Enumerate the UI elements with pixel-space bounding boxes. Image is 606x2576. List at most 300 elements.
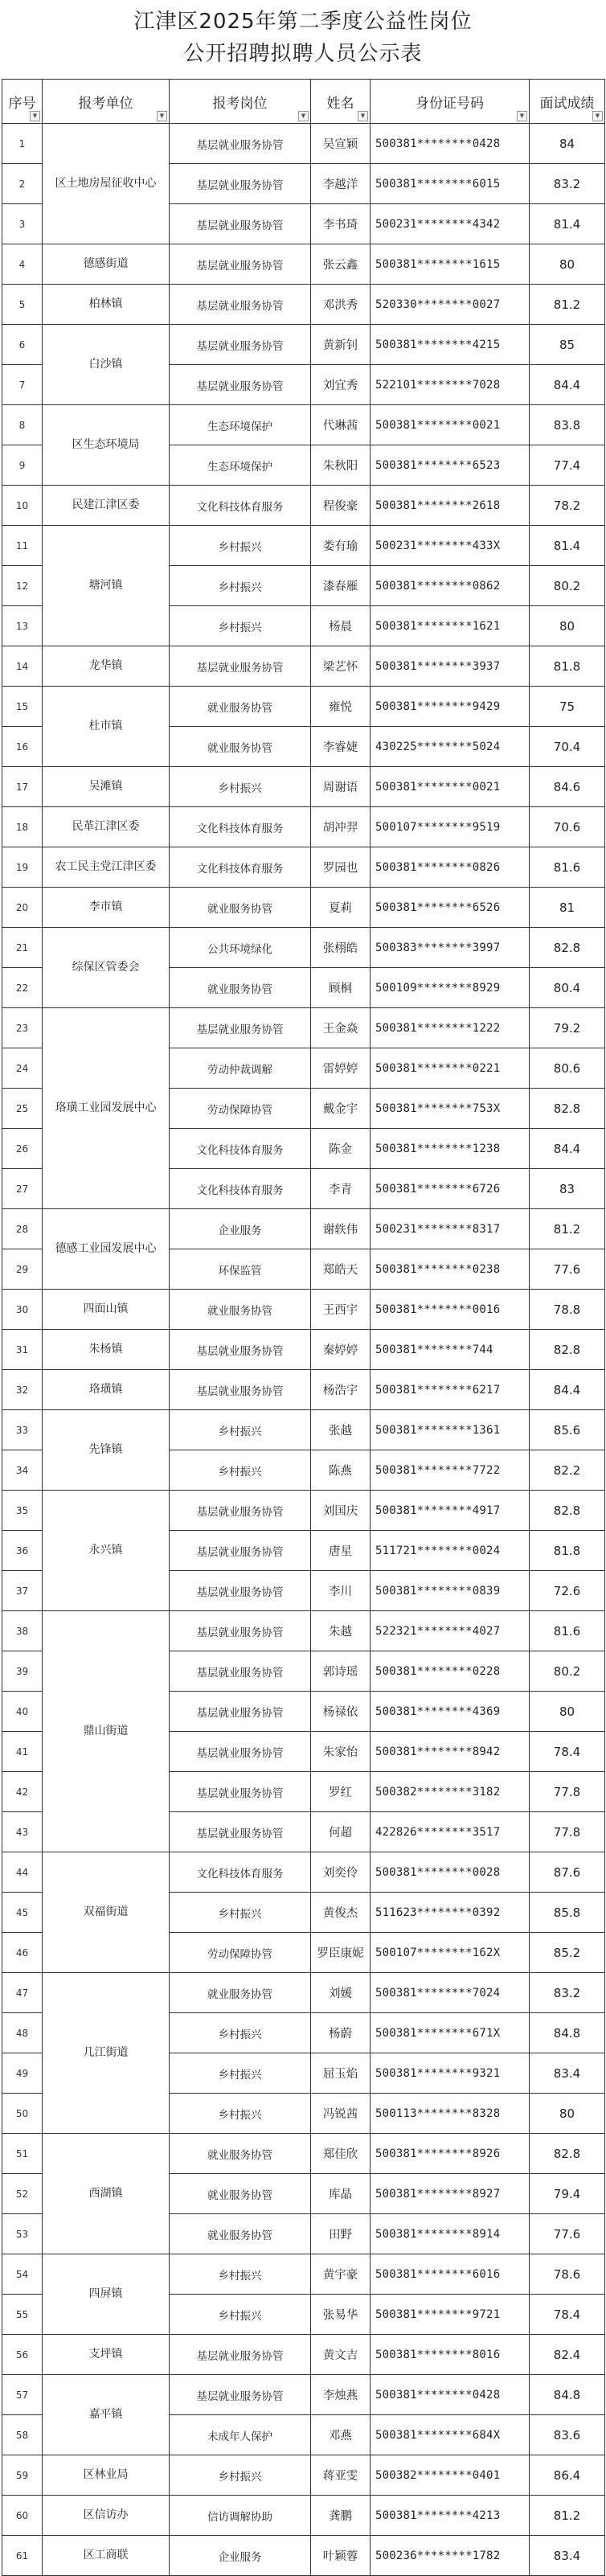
cell-unit: 龙华镇 [43, 646, 170, 687]
cell-score: 82.8 [530, 2134, 605, 2174]
table-row [2, 1611, 605, 1651]
cell-id-number: 500381********6726 [371, 1169, 530, 1209]
cell-name: 郭诗瑶 [311, 1651, 371, 1692]
cell-id-number: 500381********0221 [371, 1048, 530, 1089]
filter-dropdown-icon[interactable]: ▼ [298, 111, 309, 121]
cell-seq: 40 [2, 1692, 43, 1732]
cell-name: 朱家怡 [311, 1732, 371, 1772]
cell-name: 娄有瑜 [311, 526, 371, 566]
cell-unit: 区林业局 [43, 2455, 170, 2496]
cell-seq: 44 [2, 1852, 43, 1893]
cell-id-number: 500381********9429 [371, 687, 530, 727]
cell-seq: 13 [2, 606, 43, 646]
cell-post: 环保监管 [170, 1249, 311, 1290]
cell-id-number: 500381********4369 [371, 1692, 530, 1732]
cell-id-number: 500231********8317 [371, 1209, 530, 1249]
table-row [2, 2254, 605, 2295]
cell-id-number: 500381********6526 [371, 888, 530, 928]
cell-post: 基层就业服务协管 [170, 1008, 311, 1048]
cell-name: 王西宇 [311, 1290, 371, 1330]
cell-score: 83.4 [530, 2053, 605, 2094]
cell-score: 80 [530, 1692, 605, 1732]
cell-name: 杨禄依 [311, 1692, 371, 1732]
cell-post: 基层就业服务协管 [170, 1491, 311, 1531]
cell-seq: 48 [2, 2013, 43, 2053]
cell-name: 叶颖蓉 [311, 2536, 371, 2576]
cell-seq: 36 [2, 1531, 43, 1571]
cell-unit: 四面山镇 [43, 1290, 170, 1330]
header-post [170, 80, 311, 124]
cell-name: 王金焱 [311, 1008, 371, 1048]
cell-name: 张易华 [311, 2295, 371, 2335]
cell-name: 雷婷婷 [311, 1048, 371, 1089]
cell-post: 就业服务协管 [170, 888, 311, 928]
cell-seq: 31 [2, 1330, 43, 1370]
cell-post: 基层就业服务协管 [170, 1571, 311, 1611]
cell-id-number: 500381********4215 [371, 325, 530, 365]
cell-seq: 4 [2, 244, 43, 285]
cell-post: 就业服务协管 [170, 687, 311, 727]
cell-id-number: 500381********8016 [371, 2335, 530, 2375]
cell-score: 81.2 [530, 285, 605, 325]
cell-id-number: 500381********8914 [371, 2214, 530, 2254]
cell-score: 81.6 [530, 847, 605, 888]
cell-id-number: 500381********0228 [371, 1651, 530, 1692]
cell-score: 87.6 [530, 1852, 605, 1893]
cell-name: 屈玉焰 [311, 2053, 371, 2094]
cell-seq: 50 [2, 2094, 43, 2134]
cell-seq: 58 [2, 2415, 43, 2455]
cell-score: 82.4 [530, 2335, 605, 2375]
header-seq [2, 80, 43, 124]
cell-seq: 61 [2, 2536, 43, 2576]
cell-seq: 55 [2, 2295, 43, 2335]
cell-seq: 24 [2, 1048, 43, 1089]
table-row [2, 285, 605, 325]
cell-seq: 54 [2, 2254, 43, 2295]
table-row [2, 325, 605, 365]
cell-seq: 27 [2, 1169, 43, 1209]
cell-seq: 46 [2, 1933, 43, 1973]
cell-score: 80.6 [530, 1048, 605, 1089]
cell-name: 田野 [311, 2214, 371, 2254]
cell-name: 夏莉 [311, 888, 371, 928]
cell-post: 企业服务 [170, 1209, 311, 1249]
cell-id-number: 500107********162X [371, 1933, 530, 1973]
cell-post: 乡村振兴 [170, 2094, 311, 2134]
cell-score: 83.2 [530, 164, 605, 204]
cell-unit: 先锋镇 [43, 1410, 170, 1491]
cell-name: 秦婷婷 [311, 1330, 371, 1370]
cell-post: 基层就业服务协管 [170, 646, 311, 687]
cell-id-number: 500231********433X [371, 526, 530, 566]
cell-score: 77.6 [530, 1249, 605, 1290]
cell-name: 刘奕伶 [311, 1852, 371, 1893]
cell-name: 库晶 [311, 2174, 371, 2214]
cell-score: 77.8 [530, 1812, 605, 1852]
cell-score: 77.8 [530, 1772, 605, 1812]
cell-post: 劳动仲裁调解 [170, 1048, 311, 1089]
cell-seq: 26 [2, 1129, 43, 1169]
header-score-label: 面试成绩 [539, 95, 595, 112]
cell-name: 黄俊杰 [311, 1893, 371, 1933]
cell-post: 未成年人保护 [170, 2415, 311, 2455]
cell-unit: 几江街道 [43, 1973, 170, 2134]
cell-post: 就业服务协管 [170, 2134, 311, 2174]
cell-id-number: 500381********1615 [371, 244, 530, 285]
cell-score: 83.4 [530, 2536, 605, 2576]
cell-post: 基层就业服务协管 [170, 1531, 311, 1571]
table-row [2, 526, 605, 566]
cell-seq: 35 [2, 1491, 43, 1531]
cell-seq: 33 [2, 1410, 43, 1450]
cell-id-number: 500381********4213 [371, 2496, 530, 2536]
cell-score: 83.6 [530, 2415, 605, 2455]
cell-id-number: 500381********3937 [371, 646, 530, 687]
cell-unit: 鼎山街道 [43, 1611, 170, 1852]
table-row [2, 807, 605, 847]
cell-unit: 农工民主党江津区委 [43, 847, 170, 888]
cell-unit: 区信访办 [43, 2496, 170, 2536]
cell-name: 程俊豪 [311, 486, 371, 526]
cell-unit: 支坪镇 [43, 2335, 170, 2375]
cell-score: 80.2 [530, 566, 605, 606]
cell-score: 81 [530, 888, 605, 928]
cell-score: 82.8 [530, 928, 605, 968]
cell-seq: 38 [2, 1611, 43, 1651]
cell-unit: 区生态环境局 [43, 405, 170, 486]
cell-post: 基层就业服务协管 [170, 1651, 311, 1692]
cell-score: 82.8 [530, 1491, 605, 1531]
cell-id-number: 500381********9321 [371, 2053, 530, 2094]
cell-id-number: 500236********1782 [371, 2536, 530, 2576]
cell-post: 生态环境保护 [170, 405, 311, 445]
cell-id-number: 500382********0401 [371, 2455, 530, 2496]
cell-name: 邓洪秀 [311, 285, 371, 325]
table-row [2, 888, 605, 928]
cell-name: 张栩皓 [311, 928, 371, 968]
cell-post: 基层就业服务协管 [170, 2335, 311, 2375]
cell-id-number: 500381********0021 [371, 767, 530, 807]
cell-post: 乡村振兴 [170, 2013, 311, 2053]
table-row [2, 244, 605, 285]
cell-name: 冯锐茜 [311, 2094, 371, 2134]
cell-name: 谢轶伟 [311, 1209, 371, 1249]
cell-post: 就业服务协管 [170, 2174, 311, 2214]
table-row [2, 1491, 605, 1531]
cell-score: 85.2 [530, 1933, 605, 1973]
filter-dropdown-icon[interactable]: ▼ [592, 111, 603, 121]
table-row [2, 1008, 605, 1048]
cell-post: 文化科技体育服务 [170, 1169, 311, 1209]
cell-score: 78.8 [530, 1290, 605, 1330]
cell-score: 83.2 [530, 1973, 605, 2013]
table-row [2, 2536, 605, 2576]
cell-score: 81.6 [530, 1611, 605, 1651]
cell-id-number: 500382********3182 [371, 1772, 530, 1812]
cell-id-number: 500381********1361 [371, 1410, 530, 1450]
cell-unit: 西湖镇 [43, 2134, 170, 2254]
header-unit [43, 80, 170, 124]
cell-name: 杨蔚 [311, 2013, 371, 2053]
cell-seq: 30 [2, 1290, 43, 1330]
cell-post: 基层就业服务协管 [170, 1611, 311, 1651]
cell-post: 基层就业服务协管 [170, 124, 311, 164]
cell-post: 基层就业服务协管 [170, 1812, 311, 1852]
cell-seq: 19 [2, 847, 43, 888]
cell-seq: 18 [2, 807, 43, 847]
table-row [2, 124, 605, 164]
cell-post: 乡村振兴 [170, 1893, 311, 1933]
cell-id-number: 520330********0027 [371, 285, 530, 325]
header-id [371, 80, 530, 124]
cell-score: 79.2 [530, 1008, 605, 1048]
cell-id-number: 500109********8929 [371, 968, 530, 1008]
cell-name: 罗红 [311, 1772, 371, 1812]
cell-score: 78.2 [530, 486, 605, 526]
cell-post: 劳动保障协管 [170, 1933, 311, 1973]
cell-post: 基层就业服务协管 [170, 244, 311, 285]
cell-unit: 四屏镇 [43, 2254, 170, 2335]
cell-seq: 14 [2, 646, 43, 687]
cell-post: 劳动保障协管 [170, 1089, 311, 1129]
cell-post: 企业服务 [170, 2536, 311, 2576]
cell-name: 雍悦 [311, 687, 371, 727]
cell-id-number: 500381********0238 [371, 1249, 530, 1290]
cell-unit: 吴滩镇 [43, 767, 170, 807]
cell-score: 84 [530, 124, 605, 164]
cell-post: 基层就业服务协管 [170, 1692, 311, 1732]
cell-score: 86.4 [530, 2455, 605, 2496]
cell-seq: 2 [2, 164, 43, 204]
cell-name: 顾桐 [311, 968, 371, 1008]
cell-score: 80.2 [530, 1651, 605, 1692]
cell-score: 80.4 [530, 968, 605, 1008]
cell-name: 黄宇豪 [311, 2254, 371, 2295]
cell-name: 刘国庆 [311, 1491, 371, 1531]
cell-id-number: 500381********8927 [371, 2174, 530, 2214]
cell-name: 李越洋 [311, 164, 371, 204]
cell-score: 85.8 [530, 1893, 605, 1933]
cell-name: 杨浩宇 [311, 1370, 371, 1410]
cell-id-number: 500381********6523 [371, 445, 530, 486]
cell-seq: 12 [2, 566, 43, 606]
cell-name: 刘宜秀 [311, 365, 371, 405]
cell-score: 77.4 [530, 445, 605, 486]
cell-name: 戴金宇 [311, 1089, 371, 1129]
cell-score: 78.4 [530, 2295, 605, 2335]
header-seq-label: 序号 [8, 95, 36, 112]
cell-name: 郑佳欣 [311, 2134, 371, 2174]
cell-score: 84.6 [530, 767, 605, 807]
cell-seq: 37 [2, 1571, 43, 1611]
cell-seq: 51 [2, 2134, 43, 2174]
cell-name: 朱秋阳 [311, 445, 371, 486]
cell-score: 85.6 [530, 1410, 605, 1450]
cell-name: 李青 [311, 1169, 371, 1209]
cell-id-number: 500381********753X [371, 1089, 530, 1129]
cell-post: 乡村振兴 [170, 526, 311, 566]
cell-seq: 53 [2, 2214, 43, 2254]
cell-id-number: 500107********9519 [371, 807, 530, 847]
cell-name: 张越 [311, 1410, 371, 1450]
cell-seq: 6 [2, 325, 43, 365]
cell-unit: 嘉平镇 [43, 2375, 170, 2455]
cell-post: 基层就业服务协管 [170, 1370, 311, 1410]
cell-id-number: 500381********0016 [371, 1290, 530, 1330]
cell-post: 文化科技体育服务 [170, 1852, 311, 1893]
cell-score: 70.6 [530, 807, 605, 847]
cell-name: 李烛燕 [311, 2375, 371, 2415]
cell-unit: 永兴镇 [43, 1491, 170, 1611]
cell-name: 李川 [311, 1571, 371, 1611]
cell-score: 81.8 [530, 646, 605, 687]
cell-post: 就业服务协管 [170, 2214, 311, 2254]
candidate-table [2, 79, 605, 2576]
cell-id-number: 500381********1621 [371, 606, 530, 646]
cell-seq: 22 [2, 968, 43, 1008]
cell-unit: 民革江津区委 [43, 807, 170, 847]
cell-seq: 10 [2, 486, 43, 526]
cell-id-number: 500381********8926 [371, 2134, 530, 2174]
cell-post: 基层就业服务协管 [170, 164, 311, 204]
cell-post: 基层就业服务协管 [170, 2375, 311, 2415]
cell-unit: 区工商联 [43, 2536, 170, 2576]
cell-name: 漆春雁 [311, 566, 371, 606]
cell-post: 信访调解协助 [170, 2496, 311, 2536]
cell-post: 就业服务协管 [170, 727, 311, 767]
cell-id-number: 500381********1238 [371, 1129, 530, 1169]
cell-id-number: 522101********7028 [371, 365, 530, 405]
cell-post: 乡村振兴 [170, 2053, 311, 2094]
cell-seq: 17 [2, 767, 43, 807]
cell-post: 文化科技体育服务 [170, 1129, 311, 1169]
cell-score: 83 [530, 1169, 605, 1209]
cell-name: 郑皓天 [311, 1249, 371, 1290]
cell-post: 乡村振兴 [170, 2455, 311, 2496]
cell-unit: 双福街道 [43, 1852, 170, 1973]
cell-score: 70.4 [530, 727, 605, 767]
cell-name: 梁艺怀 [311, 646, 371, 687]
cell-post: 基层就业服务协管 [170, 285, 311, 325]
cell-score: 81.4 [530, 526, 605, 566]
cell-seq: 11 [2, 526, 43, 566]
cell-seq: 21 [2, 928, 43, 968]
cell-post: 基层就业服务协管 [170, 325, 311, 365]
cell-post: 生态环境保护 [170, 445, 311, 486]
cell-id-number: 500381********1222 [371, 1008, 530, 1048]
cell-seq: 8 [2, 405, 43, 445]
cell-post: 乡村振兴 [170, 566, 311, 606]
filter-dropdown-icon[interactable]: ▼ [157, 111, 167, 121]
cell-name: 胡冲羿 [311, 807, 371, 847]
cell-post: 基层就业服务协管 [170, 204, 311, 244]
cell-post: 乡村振兴 [170, 1410, 311, 1450]
cell-unit: 区土地房屋征收中心 [43, 124, 170, 244]
cell-seq: 25 [2, 1089, 43, 1129]
cell-id-number: 500381********0826 [371, 847, 530, 888]
cell-score: 82.8 [530, 1089, 605, 1129]
cell-id-number: 500381********0428 [371, 2375, 530, 2415]
cell-seq: 15 [2, 687, 43, 727]
cell-name: 陈金 [311, 1129, 371, 1169]
cell-post: 乡村振兴 [170, 767, 311, 807]
cell-id-number: 500381********671X [371, 2013, 530, 2053]
cell-seq: 60 [2, 2496, 43, 2536]
cell-score: 81.4 [530, 204, 605, 244]
cell-id-number: 500381********4917 [371, 1491, 530, 1531]
cell-id-number: 500381********9721 [371, 2295, 530, 2335]
cell-seq: 7 [2, 365, 43, 405]
cell-score: 80 [530, 606, 605, 646]
cell-name: 蒋亚雯 [311, 2455, 371, 2496]
filter-dropdown-icon[interactable]: ▼ [517, 111, 527, 121]
cell-seq: 57 [2, 2375, 43, 2415]
cell-name: 李睿婕 [311, 727, 371, 767]
cell-score: 82.2 [530, 1450, 605, 1491]
cell-unit: 民建江津区委 [43, 486, 170, 526]
filter-dropdown-icon[interactable]: ▼ [358, 111, 368, 121]
table-row [2, 687, 605, 727]
header-post-label: 报考岗位 [212, 95, 268, 112]
header-id-label: 身份证号码 [416, 95, 484, 112]
cell-score: 79.4 [530, 2174, 605, 2214]
table-row [2, 1410, 605, 1450]
table-body [2, 124, 605, 2576]
cell-name: 朱越 [311, 1611, 371, 1651]
cell-name: 周谢语 [311, 767, 371, 807]
cell-seq: 20 [2, 888, 43, 928]
cell-seq: 3 [2, 204, 43, 244]
cell-post: 文化科技体育服务 [170, 847, 311, 888]
cell-name: 邓燕 [311, 2415, 371, 2455]
table-row [2, 2455, 605, 2496]
cell-post: 就业服务协管 [170, 968, 311, 1008]
table-row [2, 1852, 605, 1893]
cell-seq: 5 [2, 285, 43, 325]
cell-score: 81.2 [530, 1209, 605, 1249]
cell-unit: 综保区管委会 [43, 928, 170, 1008]
cell-id-number: 500381********0839 [371, 1571, 530, 1611]
cell-post: 公共环境绿化 [170, 928, 311, 968]
cell-name: 杨晨 [311, 606, 371, 646]
cell-name: 张云鑫 [311, 244, 371, 285]
cell-seq: 29 [2, 1249, 43, 1290]
filter-dropdown-icon[interactable]: ▼ [30, 111, 40, 121]
cell-score: 80 [530, 2094, 605, 2134]
table-row [2, 1973, 605, 2013]
cell-unit: 珞璜镇 [43, 1370, 170, 1410]
table-row [2, 405, 605, 445]
cell-unit: 德感工业园发展中心 [43, 1209, 170, 1290]
table-row [2, 1370, 605, 1410]
cell-post: 文化科技体育服务 [170, 486, 311, 526]
table-row [2, 767, 605, 807]
header-name [311, 80, 371, 124]
cell-id-number: 500383********3997 [371, 928, 530, 968]
table-row [2, 2496, 605, 2536]
cell-seq: 16 [2, 727, 43, 767]
cell-name: 陈燕 [311, 1450, 371, 1491]
cell-id-number: 500381********2618 [371, 486, 530, 526]
cell-name: 吴宣颖 [311, 124, 371, 164]
cell-id-number: 500381********0862 [371, 566, 530, 606]
cell-score: 81.2 [530, 2496, 605, 2536]
cell-id-number: 500113********8328 [371, 2094, 530, 2134]
table-row [2, 847, 605, 888]
cell-id-number: 522321********4027 [371, 1611, 530, 1651]
header-score [530, 80, 605, 124]
